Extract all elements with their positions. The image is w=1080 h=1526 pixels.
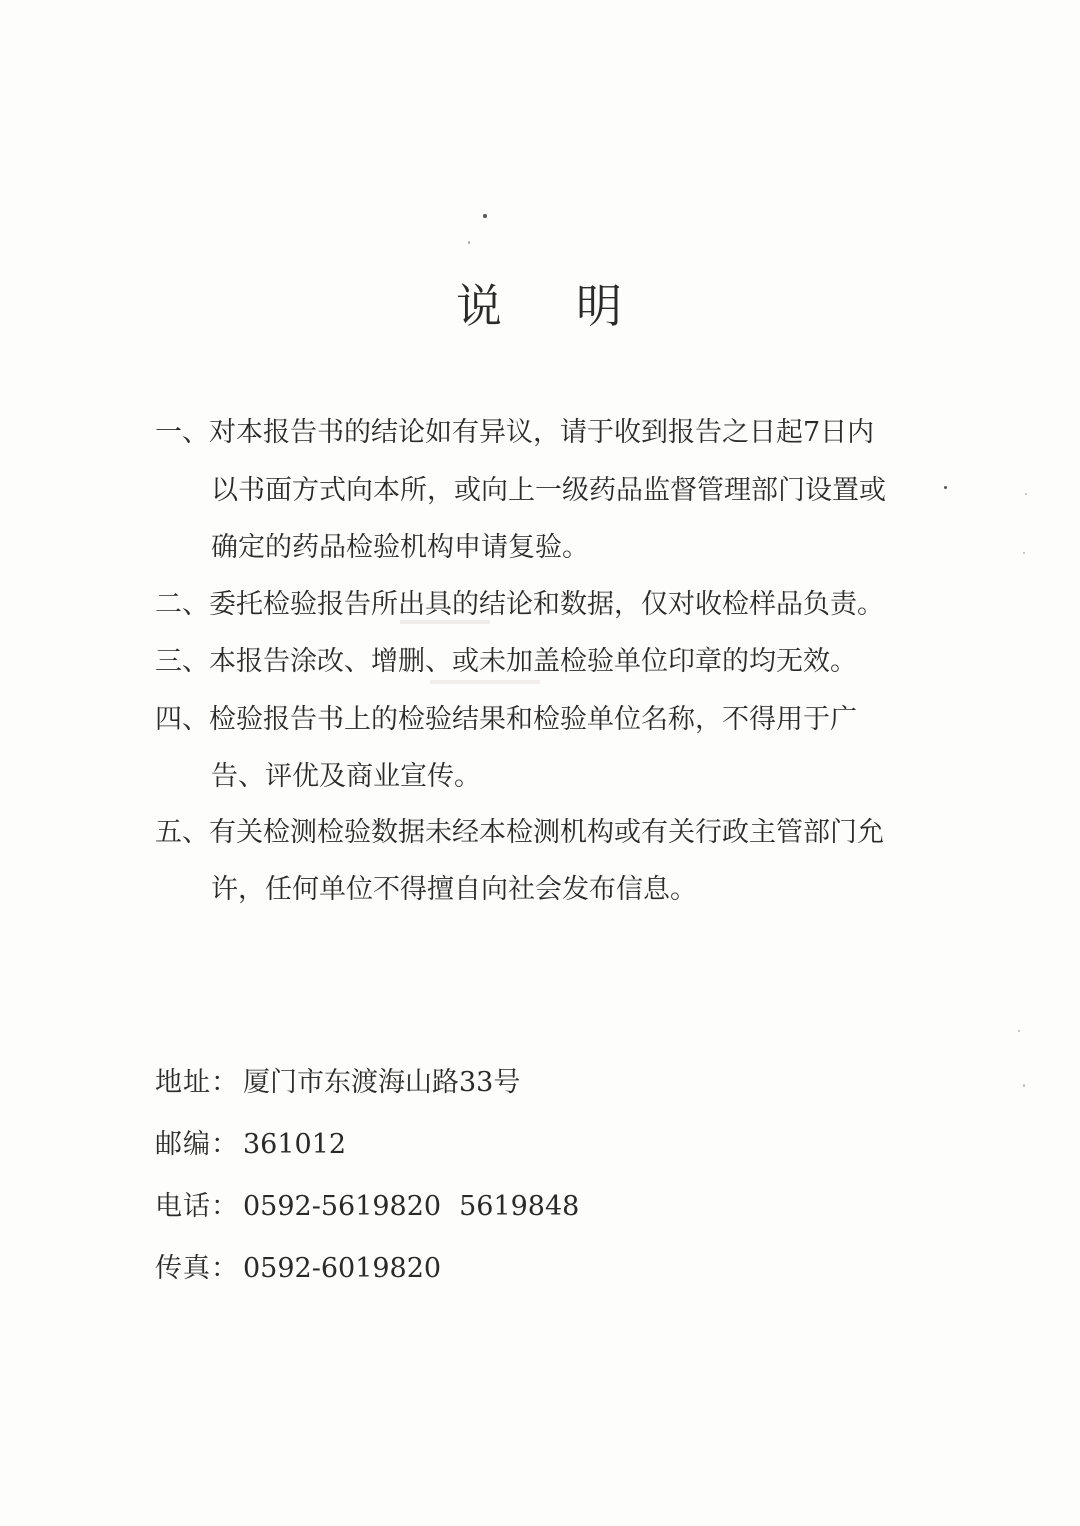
notice-item-1-line-2: 以书面方式向本所，或向上一级药品监督管理部门设置或 — [211, 475, 886, 506]
notice-item-1 — [155, 418, 874, 448]
item-prefix: 三、 — [155, 646, 209, 677]
fax-value: 0592-6019820 — [243, 1253, 442, 1284]
contact-phone — [155, 1192, 579, 1222]
contact-fax — [155, 1254, 441, 1284]
item-text-line: 对本报告书的结论如有异议，请于收到报告之日起7日内 — [209, 417, 875, 448]
item-text-line: 检验报告书上的检验结果和检验单位名称，不得用于广 — [209, 704, 857, 735]
bleed-through-mark — [430, 680, 540, 684]
title-char-right: 明 — [576, 279, 624, 333]
item-text-line: 有关检测检验数据未经本检测机构或有关行政主管部门允 — [209, 817, 884, 848]
scan-speck — [1023, 552, 1025, 554]
notice-item-4 — [155, 705, 857, 735]
phone-value-1: 0592-5619820 — [243, 1191, 442, 1222]
title-char-left: 说 — [456, 279, 504, 333]
bleed-through-mark — [400, 620, 490, 624]
phone-value-2: 5619848 — [459, 1191, 580, 1222]
scan-speck — [1025, 493, 1027, 495]
item-prefix: 四、 — [155, 704, 209, 735]
notice-item-3 — [155, 647, 857, 677]
postcode-label: 邮编： — [155, 1129, 239, 1160]
phone-label: 电话： — [155, 1191, 239, 1222]
page-title — [0, 276, 1080, 336]
contact-address — [155, 1068, 520, 1098]
item-prefix: 二、 — [155, 589, 209, 620]
item-prefix: 五、 — [155, 817, 209, 848]
notice-item-1-line-3: 确定的药品检验机构申请复验。 — [211, 532, 589, 563]
item-text-line: 本报告涂改、增删、或未加盖检验单位印章的均无效。 — [209, 646, 857, 677]
item-prefix: 一、 — [155, 417, 209, 448]
item-text-line: 委托检验报告所出具的结论和数据，仅对收检样品负责。 — [209, 589, 884, 620]
scan-speck — [483, 214, 487, 218]
postcode-value: 361012 — [243, 1129, 347, 1160]
notice-item-5 — [155, 818, 884, 848]
scan-speck — [944, 486, 947, 489]
address-value: 厦门市东渡海山路33号 — [243, 1067, 521, 1098]
notice-item-5-line-2: 许，任何单位不得擅自向社会发布信息。 — [211, 874, 697, 905]
contact-postcode — [155, 1130, 346, 1160]
notice-item-4-line-2: 告、评优及商业宣传。 — [211, 761, 481, 792]
address-label: 地址： — [155, 1067, 239, 1098]
notice-item-2 — [155, 590, 884, 620]
scan-speck — [468, 241, 470, 244]
fax-label: 传真： — [155, 1253, 239, 1284]
scan-speck — [1023, 1084, 1025, 1087]
scan-speck — [1018, 1030, 1020, 1032]
